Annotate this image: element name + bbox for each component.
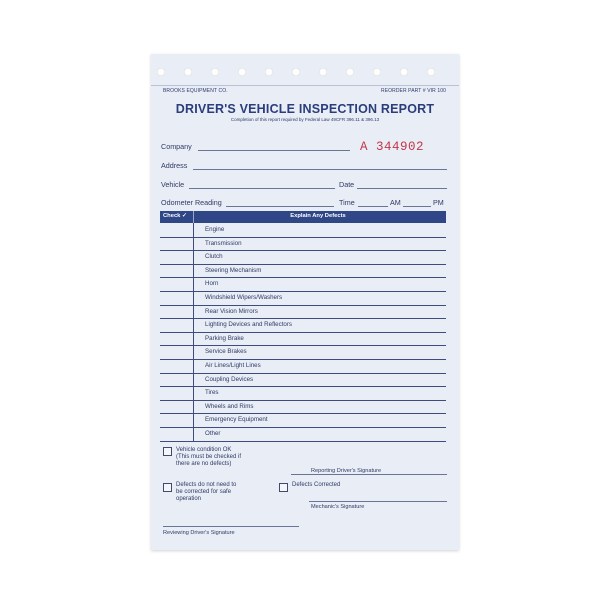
punch-hole — [211, 68, 219, 76]
column-divider — [193, 237, 194, 251]
punch-hole — [427, 68, 435, 76]
serial-digits: 344902 — [376, 140, 425, 154]
column-divider — [193, 332, 194, 346]
column-divider — [193, 318, 194, 332]
vehicle-ok-note — [176, 447, 241, 468]
time-label: Time — [339, 198, 355, 207]
inspection-item-label: Emergency Equipment — [205, 416, 268, 424]
date-line[interactable] — [357, 188, 447, 189]
vehicle-ok-line: (This must be checked if — [176, 454, 242, 460]
punch-hole — [400, 68, 408, 76]
column-divider — [193, 305, 194, 319]
table-row[interactable] — [160, 386, 446, 401]
perforation-line — [151, 85, 459, 86]
inspection-item-label: Coupling Devices — [205, 375, 254, 383]
table-row[interactable] — [160, 427, 446, 442]
mechanic-signature-label: Mechanic's Signature — [311, 504, 365, 510]
inspection-item-label: Transmission — [205, 239, 242, 247]
inspection-item-label: Other — [205, 430, 221, 437]
column-divider — [193, 345, 194, 359]
time-pm-line[interactable] — [403, 206, 431, 207]
inspection-item-label: Horn — [205, 280, 219, 288]
defects-corrected-label: Defects Corrected — [292, 482, 341, 488]
punch-holes — [151, 68, 459, 78]
company-name: BROOKS EQUIPMENT CO. — [163, 88, 228, 94]
mechanic-signature-line[interactable] — [309, 501, 447, 502]
vehicle-label: Vehicle — [161, 180, 185, 189]
defects-no-correction-line: Defects do not need to — [176, 482, 237, 488]
inspection-item-label: Tires — [205, 389, 219, 397]
punch-hole — [292, 68, 300, 76]
punch-hole — [265, 68, 273, 76]
address-line[interactable] — [193, 169, 447, 170]
reorder-number: REORDER PART # VIR 100 — [380, 88, 446, 94]
odometer-label: Odometer Reading — [161, 198, 222, 207]
table-row[interactable] — [160, 264, 446, 279]
column-divider — [193, 291, 194, 305]
punch-hole — [346, 68, 354, 76]
column-divider — [193, 373, 194, 387]
defects-no-correction-note — [176, 482, 236, 503]
column-divider — [193, 264, 194, 278]
explain-column-header: Explain Any Defects — [290, 213, 346, 219]
inspection-item-label: Lighting Devices and Reflectors — [205, 321, 293, 329]
column-divider — [193, 386, 194, 400]
punch-hole — [157, 68, 165, 76]
reporting-signature-label: Reporting Driver's Signature — [311, 468, 382, 474]
table-row[interactable] — [160, 359, 446, 374]
defects-no-correction-checkbox[interactable] — [163, 483, 172, 492]
table-row[interactable] — [160, 277, 446, 292]
inspection-item-label: Windshield Wipers/Washers — [205, 294, 283, 301]
inspection-item-label: Air Lines/Light Lines — [205, 362, 261, 369]
punch-hole — [319, 68, 327, 76]
table-row[interactable] — [160, 291, 446, 306]
column-divider — [193, 223, 194, 237]
table-row[interactable] — [160, 413, 446, 428]
check-column-header: Check ✓ — [163, 213, 187, 219]
punch-hole — [373, 68, 381, 76]
odometer-line[interactable] — [226, 206, 334, 207]
column-divider — [193, 359, 194, 373]
table-row[interactable] — [160, 237, 446, 252]
am-label: AM — [390, 198, 401, 207]
column-divider — [193, 400, 194, 414]
reviewing-signature-label: Reviewing Driver's Signature — [163, 530, 235, 536]
serial-number — [360, 140, 424, 154]
vehicle-line[interactable] — [189, 188, 335, 189]
reviewing-signature-line[interactable] — [163, 526, 299, 527]
serial-prefix: A — [360, 140, 369, 154]
table-row[interactable] — [160, 373, 446, 388]
vehicle-ok-line: there are no defects) — [176, 461, 232, 467]
vehicle-ok-line: Vehicle condition OK — [176, 447, 232, 453]
defects-table-header — [160, 211, 446, 223]
table-row[interactable] — [160, 345, 446, 360]
column-divider — [193, 413, 194, 427]
pm-label: PM — [433, 198, 444, 207]
table-row[interactable] — [160, 332, 446, 347]
inspection-item-label: Service Brakes — [205, 348, 247, 356]
inspection-report-sheet — [151, 54, 459, 550]
column-divider — [193, 277, 194, 291]
punch-hole — [184, 68, 192, 76]
vehicle-ok-checkbox[interactable] — [163, 447, 172, 456]
inspection-item-label: Rear Vision Mirrors — [205, 307, 258, 315]
report-subtitle: Completion of this report required by Federal Law 49CFR 396.11 & 396.13 — [230, 117, 380, 122]
column-divider — [193, 427, 194, 441]
table-row[interactable] — [160, 318, 446, 333]
report-title: DRIVER'S VEHICLE INSPECTION REPORT — [175, 102, 435, 116]
table-row[interactable] — [160, 250, 446, 265]
table-row[interactable] — [160, 400, 446, 415]
inspection-item-label: Wheels and Rims — [205, 402, 254, 410]
defects-no-correction-line: be corrected for safe — [176, 489, 232, 495]
inspection-item-label: Steering Mechanism — [205, 266, 262, 274]
reporting-signature-line[interactable] — [291, 474, 447, 475]
defects-corrected-checkbox[interactable] — [279, 483, 288, 492]
punch-hole — [238, 68, 246, 76]
table-row[interactable] — [160, 223, 446, 238]
inspection-item-label: Parking Brake — [205, 334, 244, 342]
date-label: Date — [339, 180, 355, 189]
defects-no-correction-line: operation — [176, 496, 202, 502]
column-divider — [193, 250, 194, 264]
address-label: Address — [161, 161, 188, 170]
time-line[interactable] — [358, 206, 388, 207]
inspection-item-label: Engine — [205, 226, 225, 233]
company-label: Company — [161, 142, 192, 151]
inspection-item-label: Clutch — [205, 253, 223, 261]
company-line[interactable] — [198, 150, 350, 151]
table-row[interactable] — [160, 305, 446, 320]
